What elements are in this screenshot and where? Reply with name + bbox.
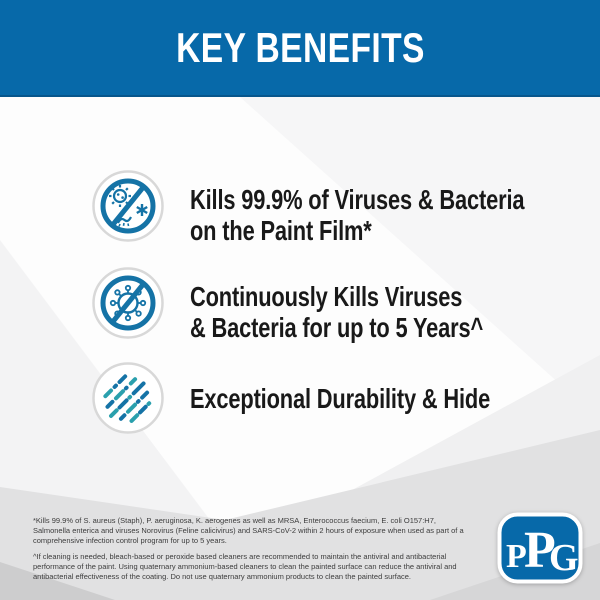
ppg-logo-letter-p2: P [524,522,556,579]
benefit-line: on the Paint Film* [190,215,372,246]
benefit-row-durability [92,362,575,434]
ppg-logo [497,512,583,584]
benefit-line: Kills 99.9% of Viruses & Bacteria [190,184,525,215]
benefit-text [190,170,524,246]
benefit-line: Continuously Kills Viruses [190,281,463,312]
footnotes [33,516,475,588]
footnote-kills-claim: *Kills 99.9% of S. aureus (Staph), P. aeruginosa, K. aerogenes as well as MRSA, Enterococcus faecium, E. coli O157:H7, Salmonella enterica and viruses Norovirus (Feline calicivirus) and SARS-CoV-2 within 2 hours of exposure when used as part of a comprehensive infection control program for up to 5 years. [33,516,464,545]
durability-dashes-icon [92,362,164,434]
benefit-text [190,362,490,434]
benefit-row-kills-viruses [92,170,600,246]
benefit-line: & Bacteria for up to 5 Years^ [190,312,484,343]
benefit-text [190,267,483,343]
footnote-cleaning-claim: ^If cleaning is needed, bleach-based or peroxide based cleaners are recommended to maintain the antiviral and antibacterial performance of the paint. Using quaternary ammonium-based cleaners to clean the painted surface can reduce the antiviral and antibacterial effectiveness of the coating. Do not use quaternary ammonium products to clean the painted surface. [33,552,457,581]
header-banner [0,0,600,97]
page-title: KEY BENEFITS [175,23,425,71]
no-virus-icon [92,267,164,339]
benefit-line: Exceptional Durability & Hide [190,383,491,414]
no-bacteria-icon [92,170,164,242]
ppg-logo-letter-p1: P [506,538,527,575]
benefit-row-continuous-kill [92,267,566,343]
ppg-logo-letter-g: G [549,537,579,579]
